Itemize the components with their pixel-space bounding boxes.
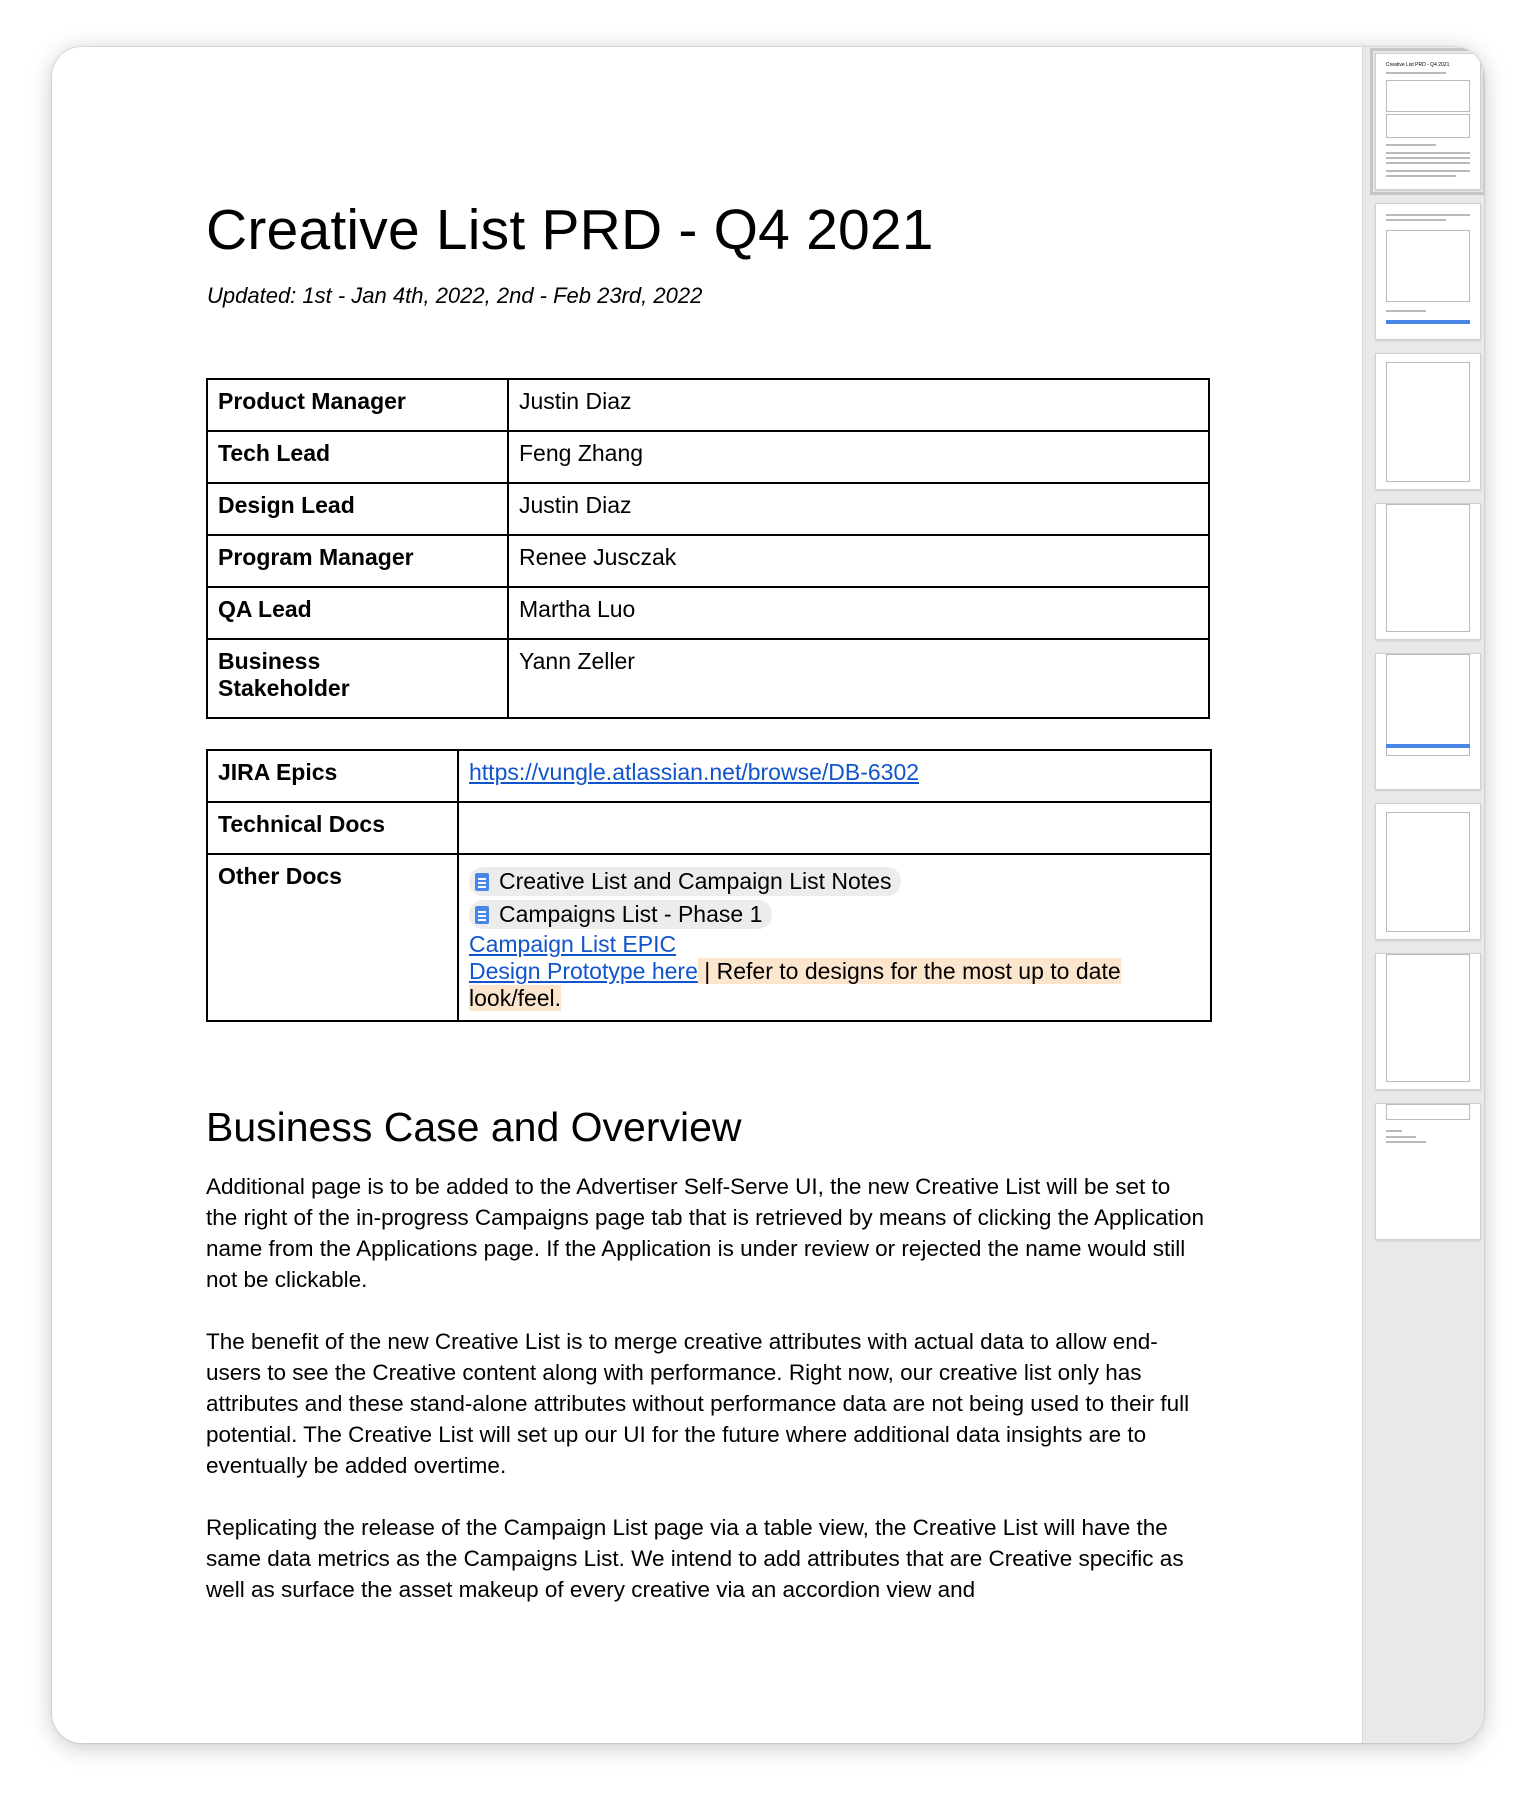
thumbnail-title: Creative List PRD - Q4 2021 (1386, 62, 1450, 68)
name-cell: Renee Jusczak (508, 535, 1209, 587)
role-cell: Business Stakeholder (207, 639, 508, 718)
document-title: Creative List PRD - Q4 2021 (206, 198, 934, 262)
page-thumbnail-7[interactable] (1375, 953, 1481, 1090)
role-cell: QA Lead (207, 587, 508, 639)
page-thumbnail-6[interactable] (1375, 803, 1481, 940)
name-cell: Feng Zhang (508, 431, 1209, 483)
table-row (207, 483, 1209, 535)
table-row (207, 535, 1209, 587)
paragraph: Additional page is to be added to the Advertiser Self-Serve UI, the new Creative List will be set to the right of the in-progress Campaigns page tab that is retrieved by means of clicking the Application name from the Applications page. If the Application is under review or rejected the name would still not be clickable. (206, 1174, 1205, 1292)
name-cell: Yann Zeller (508, 639, 1209, 718)
table-row (207, 854, 1211, 1021)
links-table (206, 749, 1212, 1022)
table-row (207, 587, 1209, 639)
technical-docs-label: Technical Docs (207, 802, 458, 854)
paragraph: Replicating the release of the Campaign List page via a table view, the Creative List will have the same data metrics as the Campaigns List. We intend to add attributes that are Creative specific as well as surface the asset makeup of every creative via an accordion view and (206, 1515, 1184, 1602)
table-row (207, 750, 1211, 802)
name-cell: Justin Diaz (508, 483, 1209, 535)
jira-label: JIRA Epics (207, 750, 458, 802)
page-thumbnail-5[interactable] (1375, 653, 1481, 790)
document-window (52, 47, 1484, 1743)
table-row (207, 379, 1209, 431)
jira-cell (458, 750, 1211, 802)
table-row (207, 639, 1209, 718)
page-thumbnail-4[interactable] (1375, 503, 1481, 640)
page-thumbnail-sidebar (1362, 47, 1484, 1743)
technical-docs-value (458, 802, 1211, 854)
doc-chip-campaigns-list-phase1[interactable] (469, 900, 772, 929)
page-thumbnail-1[interactable] (1375, 53, 1481, 190)
role-cell: Product Manager (207, 379, 508, 431)
page-thumbnail-8[interactable] (1375, 1103, 1481, 1240)
document-page (52, 47, 1362, 1743)
jira-epic-link[interactable]: https://vungle.atlassian.net/browse/DB-6302 (469, 759, 920, 785)
google-doc-icon (475, 906, 489, 924)
campaign-list-epic-link[interactable]: Campaign List EPIC (469, 931, 677, 957)
google-doc-icon (475, 873, 489, 891)
design-note: | Refer to designs for the most up to date look/feel. (469, 958, 1121, 1011)
design-prototype-link[interactable]: Design Prototype here (469, 958, 698, 984)
document-updated-date: Updated: 1st - Jan 4th, 2022, 2nd - Feb 23rd, 2022 (207, 283, 703, 308)
business-case-heading: Business Case and Overview (206, 1104, 742, 1150)
doc-chip-creative-list-notes[interactable] (469, 867, 901, 896)
page-thumbnail-3[interactable] (1375, 353, 1481, 490)
page-thumbnail-2[interactable] (1375, 203, 1481, 340)
paragraph: The benefit of the new Creative List is to merge creative attributes with actual data to allow end-users to see the Creative content along with performance. Right now, our creative list only has attributes and these stand-alone attributes without performance data are not being used to their full potential. The Creative List will set up our UI for the future where additional data insights are to eventually be added overtime. (206, 1329, 1190, 1478)
other-docs-cell (458, 854, 1211, 1021)
name-cell: Justin Diaz (508, 379, 1209, 431)
table-row (207, 431, 1209, 483)
chip-label: Campaigns List - Phase 1 (499, 901, 763, 927)
name-cell: Martha Luo (508, 587, 1209, 639)
other-docs-label: Other Docs (207, 854, 458, 1021)
chip-label: Creative List and Campaign List Notes (499, 868, 892, 894)
role-cell: Tech Lead (207, 431, 508, 483)
role-cell: Program Manager (207, 535, 508, 587)
table-row (207, 802, 1211, 854)
role-cell: Design Lead (207, 483, 508, 535)
people-table (206, 378, 1210, 719)
